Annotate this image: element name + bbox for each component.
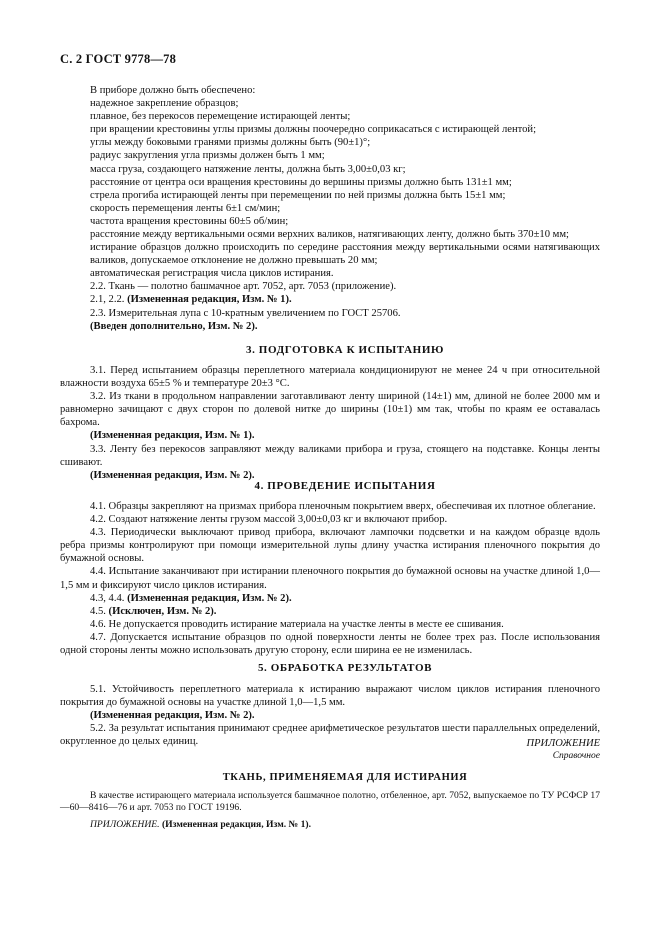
section-4-title: 4. ПРОВЕДЕНИЕ ИСПЫТАНИЯ: [254, 480, 436, 492]
appendix-title: ТКАНЬ, ПРИМЕНЯЕМАЯ ДЛЯ ИСТИРАНИЯ: [222, 772, 468, 783]
amendment-note: (Измененная редакция, Изм. № 1).: [161, 819, 311, 830]
paragraph: В качестве истирающего материала используется башмачное полотно, отбеленное, арт. 7052, выпускаемое по ТУ РСФСР 17—60—8416—76 и арт. 7053 по ГОСТ 19196.: [60, 790, 600, 813]
appendix-label-block: [527, 738, 601, 762]
text-line: радиус закругления угла призмы должен быть 1 мм;: [90, 150, 325, 162]
paragraph: 4.3. Периодически выключают привод прибора, включают лампочки подсветки и на каждом образце вдоль ребра призмы контролируют при помощи измерительной лупы длину участка истирания пленочного покрытия до бумажной основы.: [60, 527, 600, 565]
text-line: расстояние от центра оси вращения крестовины до вершины призмы должно быть 131±1 мм;: [90, 176, 512, 188]
text-line: плавное, без перекосов перемещение истирающей ленты;: [90, 111, 351, 123]
text-line: истирание образцов должно происходить по середине расстояния между вертикальными осями натягивающих валиков, допускаемое отклонение не должно превышать 20 мм;: [90, 242, 600, 267]
text-line: стрела прогиба истирающей ленты при перемещении по ней призмы должна быть 15±1 мм;: [90, 189, 506, 201]
paragraph: 5.1. Устойчивость переплетного материала к истиранию выражают числом циклов истирания пленочного покрытия до бумажной основы на участке длиной 1,0—1,5 мм.: [60, 684, 600, 709]
section-5-body: [60, 683, 600, 748]
paragraph: 3.3. Ленту без перекосов заправляют между валиками прибора и груза, стоящего на подставке. Концы ленты сшивают.: [60, 443, 600, 468]
text-line: частота вращения крестовины 60±5 об/мин;: [90, 215, 289, 227]
section-3-title: 3. ПОДГОТОВКА К ИСПЫТАНИЮ: [246, 344, 444, 356]
text-line: 2.2. Ткань — полотно башмачное арт. 7052, арт. 7053 (приложение).: [90, 281, 397, 293]
amendment-note: (Измененная редакция, Изм. № 1).: [127, 294, 292, 306]
text-line: надежное закрепление образцов;: [90, 98, 239, 110]
text-line: В приборе должно быть обеспечено:: [90, 85, 256, 96]
text-line: скорость перемещения ленты 6±1 см/мин;: [90, 202, 281, 214]
appendix-label: ПРИЛОЖЕНИЕ: [526, 738, 600, 749]
requirements-block: [90, 84, 600, 228]
paragraph: 3.1. Перед испытанием образцы переплетного материала кондиционируют не менее 24 ч при относительной влажности воздуха 65±5 % и температуре 20±3 °С.: [60, 365, 600, 390]
clause-ref: 4.5.: [90, 605, 109, 617]
text-line: при вращении крестовины углы призмы должны поочередно соприкасаться с истирающей лентой;: [90, 124, 537, 136]
clause-ref: 2.1, 2.2.: [90, 294, 128, 306]
text-line: 2.3. Измерительная лупа с 10-кратным увеличением по ГОСТ 25706.: [90, 307, 401, 319]
amendment-line: [60, 819, 600, 831]
amendment-note: (Исключен, Изм. № 2).: [108, 605, 217, 617]
requirements-block-2: [90, 228, 600, 333]
appendix-ref: ПРИЛОЖЕНИЕ.: [90, 819, 162, 830]
clause-ref: 4.3, 4.4.: [90, 592, 128, 604]
appendix-subtitle: Справочное: [552, 751, 600, 761]
section-3-body: [60, 364, 600, 482]
text-line: расстояние между вертикальными осями верхних валиков, натягивающих ленту, должно быть 370±10 мм;: [90, 229, 569, 240]
paragraph: 4.7. Допускается испытание образцов по одной поверхности ленты не более трех раз. После использования одной стороны ленты можно использовать другую сторону, если ширина ее не изменилась.: [60, 631, 600, 657]
paragraph: 4.6. Не допускается проводить истирание материала на участке ленты в месте ее сшивания.: [90, 618, 504, 630]
amendment-note: (Измененная редакция, Изм. № 2).: [90, 469, 255, 481]
amendment-note: (Введен дополнительно, Изм. № 2).: [90, 320, 258, 332]
section-5-title: 5. ОБРАБОТКА РЕЗУЛЬТАТОВ: [257, 662, 433, 674]
paragraph: 3.2. Из ткани в продольном направлении заготавливают ленту шириной (14±1) мм, длиной не более 2000 мм и равномерно зачищают с двух сторон по долевой нитке до ширины (10±1) мм так, чтобы по краям ее оставалась бахрома.: [60, 391, 600, 429]
paragraph: 4.4. Испытание заканчивают при истирании пленочного покрытия до бумажной основы на участке длиной 1,0—1,5 мм и фиксируют число циклов истирания.: [60, 566, 600, 591]
paragraph: 5.2. За результат испытания принимают среднее арифметическое результатов шести параллельных определений, округленное до целых единиц.: [60, 723, 600, 748]
text-line: углы между боковыми гранями призмы должны быть (90±1)°;: [90, 137, 371, 149]
text-line: масса груза, создающего натяжение ленты, должна быть 3,00±0,03 кг;: [90, 163, 406, 175]
amendment-note: (Измененная редакция, Изм. № 2).: [90, 710, 255, 722]
text-line: автоматическая регистрация числа циклов истирания.: [90, 268, 334, 280]
paragraph: 4.2. Создают натяжение ленты грузом массой 3,00±0,03 кг и включают прибор.: [90, 514, 448, 526]
section-4-body: [60, 500, 600, 657]
amendment-line: [60, 592, 600, 605]
amendment-note: (Измененная редакция, Изм. № 1).: [90, 430, 255, 442]
paragraph: 4.1. Образцы закрепляют на призмах прибора пленочным покрытием вверх, обеспечивая их плотное облегание.: [90, 501, 596, 512]
amendment-line: [90, 293, 600, 306]
page-header: С. 2 ГОСТ 9778—78: [60, 52, 177, 66]
appendix-body: [60, 790, 600, 831]
amendment-note: (Измененная редакция, Изм. № 2).: [127, 592, 292, 604]
amendment-line: [60, 605, 600, 618]
